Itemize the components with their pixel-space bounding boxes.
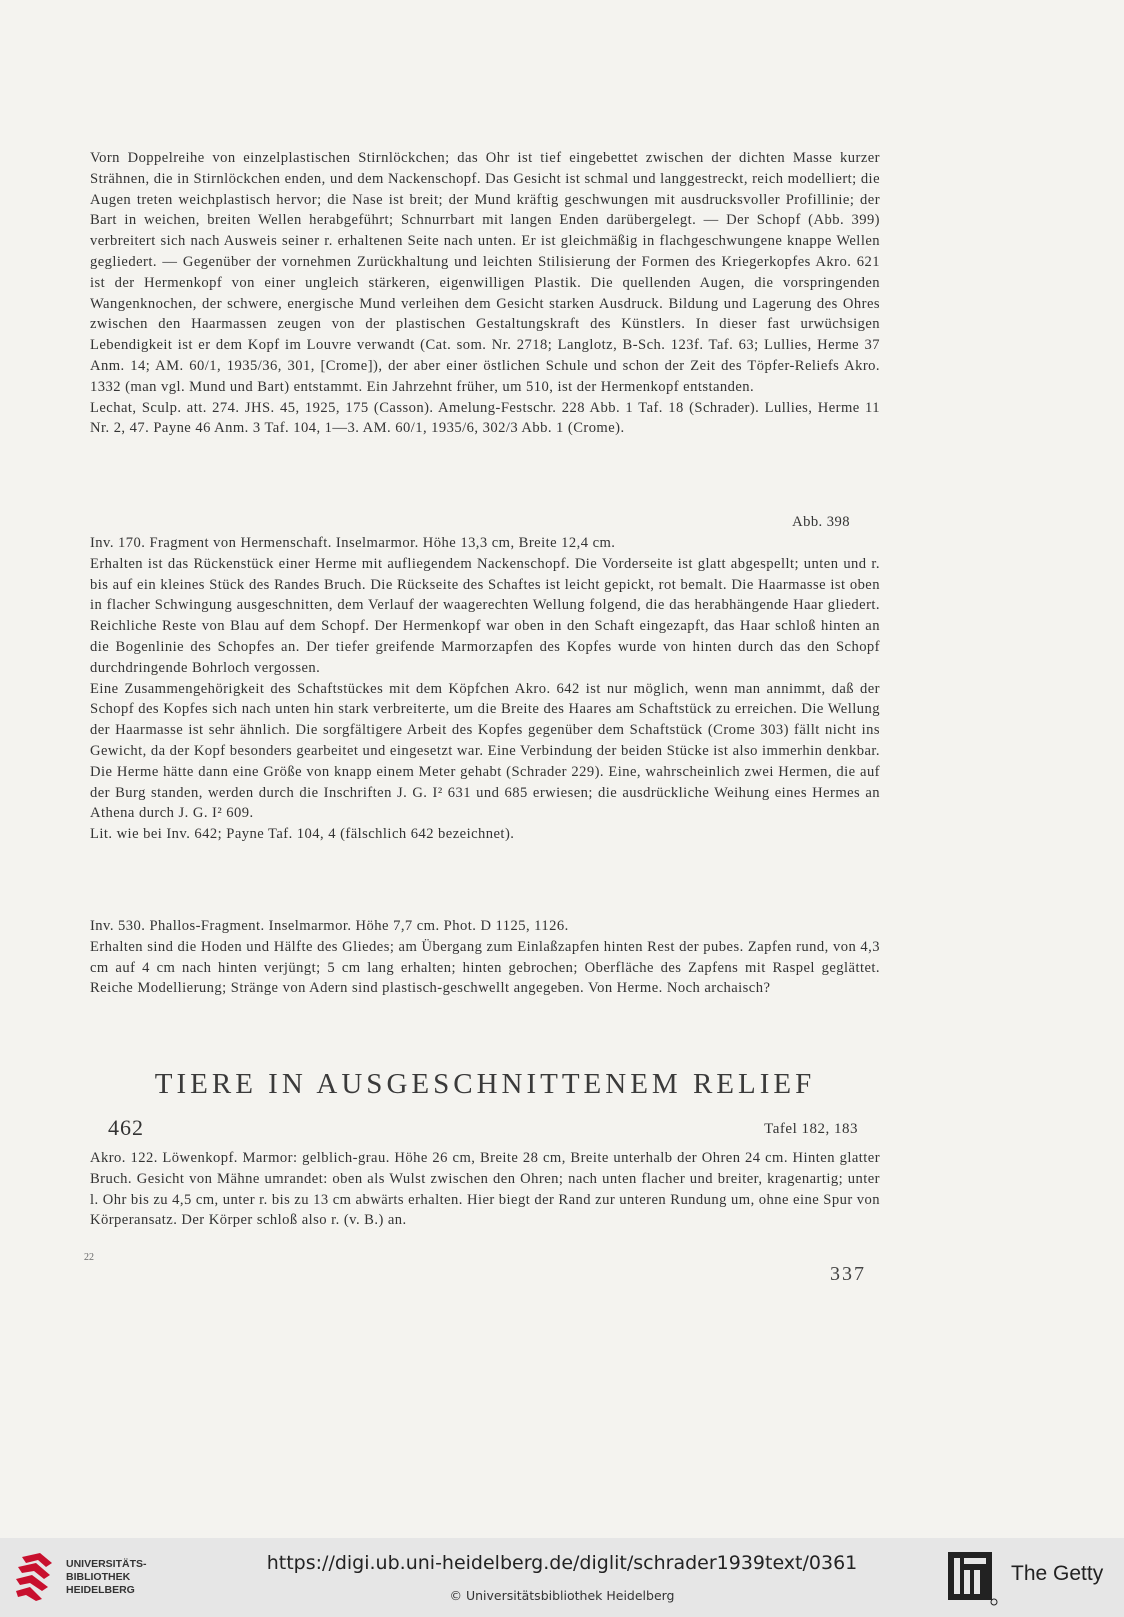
inv530-block <box>90 916 880 999</box>
abb-label: Abb. 398 <box>792 514 850 530</box>
copyright-notice: © Universitätsbibliothek Heidelberg <box>449 1588 675 1603</box>
printer-signature: 22 <box>84 1252 94 1263</box>
library-name-line: HEIDELBERG <box>66 1584 135 1596</box>
getty-logo-icon[interactable] <box>946 1550 998 1610</box>
viewer-footer <box>0 1538 1124 1617</box>
top-text-block <box>90 148 880 439</box>
library-name-line: BIBLIOTHEK <box>66 1571 131 1583</box>
section-heading: TIERE IN AUSGESCHNITTENEM RELIEF <box>154 1068 816 1100</box>
inv170-discussion: Eine Zusammengehörigkeit des Schaftstückes mit dem Köpfchen Akro. 642 ist nur möglich, wenn man annimmt, daß der Schopf des Kopfes sich nach unten hin stark verbreiterte, um die Breite des Haares am Schaftstück zu erreichen. Die Wellung der Haarmasse ist sehr ähnlich. Die sorgfältigere Arbeit des Kopfes gegenüber dem Schaftstück (Crome 303) fällt nicht ins Gewicht, da der Kopf besonders gearbeitet und eingesetzt war. Eine Verbindung der beiden Stücke ist also immerhin denkbar. Die Herme hätte dann eine Größe von knapp einem Meter gehabt (Schrader 229). Eine, wahrscheinlich zwei Hermen, die auf der Burg standen, werden durch die Inschriften J. G. I² 631 und 685 erwiesen; die ausdrückliche Weihung eines Hermes an Athena durch J. G. I² 609. <box>90 680 880 822</box>
figure-reference <box>90 512 880 533</box>
page-number: 337 <box>830 1263 866 1285</box>
permalink-link[interactable]: https://digi.ub.uni-heidelberg.de/diglit/schrader1939text/0361 <box>266 1552 858 1574</box>
inv170-description: Erhalten ist das Rückenstück einer Herme mit aufliegendem Nackenschopf. Die Vorderseite ist glatt abgespellt; unten und r. bis auf ein kleines Stück des Randes Bruch. Die Rückseite des Schaftes ist leicht gepickt, rot bemalt. Die Haarmasse ist oben in flacher Schwingung ausgeschnitten, dem Verlauf der waagerechten Wellung folgend, die das herabhängende Haar gliedert. Reichliche Reste von Blau auf dem Schopf. Der Hermenkopf war oben in den Schaft eingezapft, das Haar schloß hinten an die Bogenlinie des Schopfes an. Der tiefer greifende Marmorzapfen des Kopfes wurde von hinten durch das den Schopf durchdringende Bohrloch vergossen. <box>90 555 880 676</box>
getty-name: The Getty <box>1011 1562 1104 1585</box>
plate-reference: Tafel 182, 183 <box>764 1121 858 1137</box>
entry-header <box>108 1115 858 1145</box>
inv170-title: Inv. 170. Fragment von Hermenschaft. Inselmarmor. Höhe 13,3 cm, Breite 12,4 cm. <box>90 535 616 551</box>
inv170-literature: Lit. wie bei Inv. 642; Payne Taf. 104, 4 (fälschlich 642 bezeichnet). <box>90 826 515 843</box>
body-paragraph: Vorn Doppelreihe von einzelplastischen Stirnlöckchen; das Ohr ist tief eingebettet zwischen der dichten Masse kurzer Strähnen, die in Stirnlöckchen enden, und dem Nackenschopf. Das Gesicht ist schmal und langgestreckt, reich modelliert; die Augen treten weichplastisch hervor; die Nase ist breit; der Mund kräftig geschwungen mit ausdrucksvoller Profillinie; der Bart in weichen, breiten Wellen herabgeführt; Schnurrbart mit langen Enden darübergelegt. — Der Schopf (Abb. 399) verbreitert sich nach Ausweis seiner r. erhaltenen Seite nach unten. Er ist gleichmäßig in flachgeschwungene knappe Wellen gegliedert. — Gegenüber der vornehmen Zurückhaltung und leichten Stilisierung der Formen des Kriegerkopfes Akro. 621 ist der Hermenkopf von einer ungleich stärkeren, eigenwilligen Plastik. Die quellenden Augen, die vorspringenden Wangenknochen, der schwere, energische Mund verleihen dem Gesicht starken Ausdruck. Bildung und Lagerung des Ohres zwischen den Haarmassen zeugen von der plastischen Gestaltungskraft des Künstlers. In dieser fast urwüchsigen Lebendigkeit ist er dem Kopf im Louvre verwandt (Cat. som. Nr. 2718; Langlotz, B-Sch. 123f. Taf. 63; Lullies, Herme 37 Anm. 14; AM. 60/1, 1935/36, 301, [Crome]), der aber einer östlichen Schule und schon der Zeit des Töpfer-Reliefs Akro. 1332 (man vgl. Mund und Bart) entstammt. Ein Jahrzehnt früher, um 510, ist der Hermenkopf entstanden. <box>90 150 880 395</box>
inv530-title: Inv. 530. Phallos-Fragment. Inselmarmor. Höhe 7,7 cm. Phot. D 1125, 1126. <box>90 918 569 934</box>
entry-description: Akro. 122. Löwenkopf. Marmor: gelblich-grau. Höhe 26 cm, Breite 28 cm, Breite unterhalb der Ohren 24 cm. Hinten glatter Bruch. Gesicht von Mähne umrandet: oben als Wulst zwischen den Ohren; nach unten flacher und breiter, kragenartig; unter l. Ohr bis zu 4,5 cm, unter r. bis zu 13 cm abwärts erhalten. Hier biegt der Rand zur unteren Rundung um, ohne eine Spur von Körperansatz. Der Körper schloß also r. (v. B.) an. <box>90 1150 880 1229</box>
library-name-line: UNIVERSITÄTS- <box>66 1558 147 1570</box>
bibliography-paragraph: Lechat, Sculp. att. 274. JHS. 45, 1925, 175 (Casson). Amelung-Festschr. 228 Abb. 1 Taf. 18 (Schrader). Lullies, Herme 11 Nr. 2, 47. Payne 46 Anm. 3 Taf. 104, 1—3. AM. 60/1, 1935/6, 302/3 Abb. 1 (Crome). <box>90 399 880 437</box>
entry-block <box>90 1148 880 1231</box>
inv170-block <box>90 533 880 845</box>
entry-number: 462 <box>108 1115 144 1140</box>
inv530-description: Erhalten sind die Hoden und Hälfte des Gliedes; am Übergang zum Einlaßzapfen hinten Rest der pubes. Zapfen rund, von 4,3 cm auf 4 cm nach hinten verjüngt; 5 cm lang erhalten; hinten gebrochen; Oberfläche des Zapfens mit Raspel geglättet. Reiche Modellierung; Stränge von Adern sind plastisch-geschwellt angegeben. Von Herme. Noch archaisch? <box>90 938 880 997</box>
